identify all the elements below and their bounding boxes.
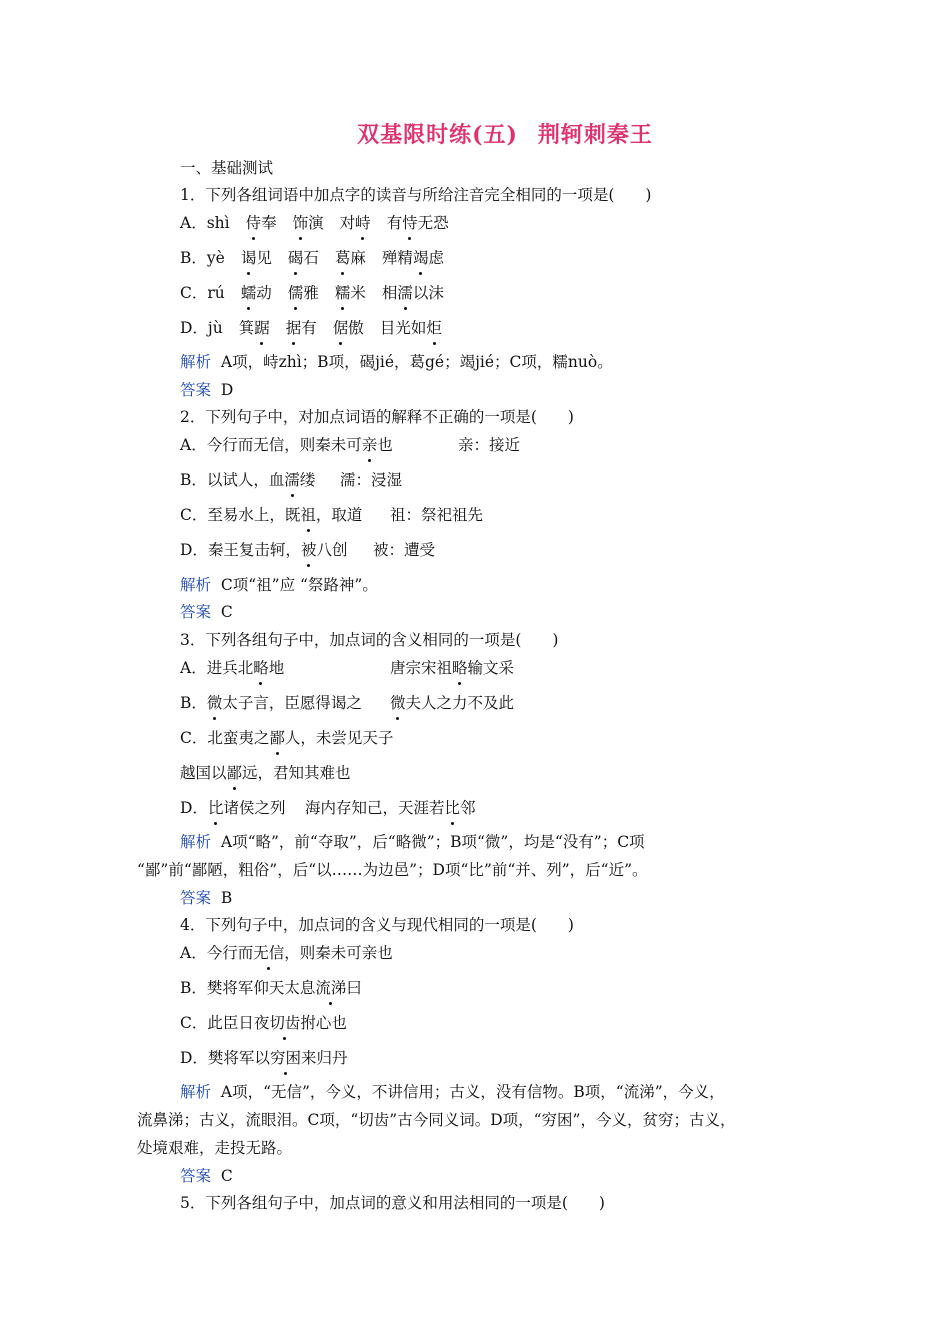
text-fragment: 地: [268, 659, 285, 677]
emphasis-dotted-char: 儒: [287, 284, 304, 302]
emphasis-dotted-char: 微: [206, 694, 223, 712]
text-fragment: A．今行而: [180, 944, 254, 962]
q2-option-a: [180, 435, 521, 455]
emphasis-dotted-char: 祖: [300, 506, 316, 524]
emphasis-dotted-char: 比: [444, 799, 461, 817]
text-fragment: 对: [339, 214, 356, 232]
answer-label: 答案: [180, 381, 212, 399]
question-4-stem: 4．下列句子中，加点词的含义与现代相同的一项是( ): [180, 916, 574, 934]
text-fragment: 麻: [350, 249, 366, 267]
text-fragment: 米: [350, 284, 366, 302]
text-fragment: D．秦王复击轲，: [180, 541, 301, 559]
text-fragment: C．至易水上，既: [180, 506, 301, 524]
emphasis-dotted-char: 倨: [332, 319, 349, 337]
emphasis-dotted-char: 侍: [245, 214, 262, 232]
word: [241, 284, 272, 302]
q1-option-c: [180, 283, 444, 303]
text-fragment: 也: [377, 436, 393, 454]
answer-label: 答案: [180, 1167, 212, 1185]
q2-analysis: [180, 575, 378, 595]
text-fragment: A项，“无信”，今义，不讲信用；古义，没有信物。B项，“流涕”，今义，: [220, 1083, 725, 1101]
emphasis-dotted-char: 蠕: [240, 284, 257, 302]
q2-answer: [180, 602, 233, 622]
q4-analysis-cont-1: 流鼻涕；古义，流眼泪。C项，“切齿”古今同义词。D项，“穷困”，今义，贫穷；古义，: [137, 1111, 736, 1129]
word: [288, 249, 319, 267]
text-fragment: D．: [180, 799, 208, 817]
page-title: [0, 118, 950, 149]
text-fragment: 有: [386, 214, 403, 232]
question-3-stem: 3．下列各组句子中，加点词的含义相同的一项是( ): [180, 631, 559, 649]
text-fragment: C: [220, 603, 233, 621]
text-fragment: 被：遭受: [373, 541, 436, 559]
emphasis-dotted-char: 亲: [361, 436, 378, 454]
text-fragment: 有: [301, 319, 317, 337]
q3-option-c-second: [180, 763, 351, 783]
text-fragment: C．北蛮夷之: [180, 729, 270, 747]
text-fragment: 唐宗宋祖: [390, 659, 453, 677]
emphasis-dotted-char: 恃: [402, 214, 418, 232]
q4-option-d: [180, 1048, 347, 1068]
text-fragment: A．shì: [180, 214, 230, 232]
q1-option-b: [180, 248, 444, 268]
text-fragment: 动: [256, 284, 272, 302]
text-fragment: A．进兵北: [180, 659, 254, 677]
question-1-stem: 1．下列各组词语中加点字的读音与所给注音完全相同的一项是( ): [180, 186, 652, 204]
text-fragment: 见: [256, 249, 272, 267]
text-fragment: 输文采: [467, 659, 515, 677]
text-fragment: 殚精: [381, 249, 413, 267]
text-fragment: 虑: [428, 249, 444, 267]
analysis-label: 解析: [180, 353, 212, 371]
word: [382, 249, 444, 267]
text-fragment: 诸侯之列: [223, 799, 286, 817]
answer-label: 答案: [180, 603, 212, 621]
question-5-stem: 5．下列各组句子中，加点词的意义和用法相同的一项是( ): [180, 1194, 605, 1212]
q4-option-b: [180, 978, 362, 998]
word: [286, 319, 317, 337]
text-fragment: B．以试人，血: [180, 471, 285, 489]
emphasis-dotted-char: 踞: [254, 319, 270, 337]
text-fragment: ，取道: [315, 506, 363, 524]
q4-answer: [180, 1166, 233, 1186]
text-fragment: 祖：祭祀祖先: [390, 506, 484, 524]
text-fragment: 目光如: [379, 319, 427, 337]
text-fragment: D: [220, 381, 234, 399]
text-fragment: C项“祖”应 “祭路神”。: [220, 576, 378, 594]
text-fragment: 以沫: [412, 284, 444, 302]
text-fragment: A项“略”，前“夺取”，后“略微”；B项“微”，均是“没有”；C项: [220, 833, 645, 851]
text-fragment: A．今行而无信，则秦未可: [180, 436, 362, 454]
word: [333, 319, 364, 337]
text-fragment: 相: [381, 284, 398, 302]
text-fragment: 奉: [261, 214, 277, 232]
text-fragment: ，则秦未可亲也: [284, 944, 393, 962]
text-fragment: 缕: [299, 471, 316, 489]
word: [335, 249, 366, 267]
emphasis-dotted-char: 据: [285, 319, 302, 337]
emphasis-dotted-char: 切齿: [269, 1014, 301, 1032]
text-fragment: 来归丹: [300, 1049, 348, 1067]
word: [382, 284, 444, 302]
text-fragment: 海内存知己，天涯若: [305, 799, 445, 817]
emphasis-dotted-char: 鄙: [269, 729, 285, 747]
text-fragment: 亲：接近: [458, 436, 521, 454]
q3-answer: [180, 888, 232, 908]
text-fragment: 曰: [346, 979, 362, 997]
text-fragment: 越国以: [180, 764, 227, 782]
text-fragment: 演: [308, 214, 324, 232]
text-fragment: C．rú: [180, 284, 225, 302]
text-fragment: 夫人之力不及此: [405, 694, 515, 712]
text-fragment: B．: [180, 694, 207, 712]
text-fragment: 无恐: [417, 214, 449, 232]
q4-analysis: [180, 1082, 725, 1102]
text-fragment: 石: [303, 249, 319, 267]
emphasis-dotted-char: 略: [253, 659, 269, 677]
q3-option-a: [180, 658, 515, 678]
emphasis-dotted-char: 谒: [240, 249, 257, 267]
text-fragment: 八创: [316, 541, 348, 559]
q4-analysis-cont-2: 处境艰难，走投无路。: [137, 1139, 293, 1157]
emphasis-dotted-char: 流涕: [315, 979, 347, 997]
emphasis-dotted-char: 碣: [287, 249, 304, 267]
text-fragment: D．jù: [180, 319, 223, 337]
word: [293, 214, 324, 232]
answer-label: 答案: [180, 889, 212, 907]
emphasis-dotted-char: 竭: [412, 249, 429, 267]
title-part: 双基限时练(五): [357, 122, 518, 148]
text-fragment: D．樊将军以: [180, 1049, 270, 1067]
word: [340, 214, 371, 232]
analysis-label: 解析: [180, 833, 212, 851]
emphasis-dotted-char: 濡: [397, 284, 413, 302]
question-2-stem: 2．下列句子中，对加点词语的解释不正确的一项是( ): [180, 408, 574, 426]
section-heading: 一、基础测试: [180, 159, 274, 177]
text-fragment: 人，未尝见天子: [284, 729, 394, 747]
q3-option-c: [180, 728, 393, 748]
q3-option-d: [180, 798, 476, 818]
q1-option-a: [180, 213, 449, 233]
emphasis-dotted-char: 被: [300, 541, 317, 559]
word: [241, 249, 272, 267]
text-fragment: B．yè: [180, 249, 225, 267]
q3-analysis: [180, 832, 645, 852]
text-fragment: C．此臣日夜: [180, 1014, 270, 1032]
word: [387, 214, 449, 232]
title-subject: 荆轲刺秦王: [537, 122, 653, 148]
word: [380, 319, 442, 337]
word: [246, 214, 277, 232]
word: [335, 284, 366, 302]
analysis-label: 解析: [180, 1083, 212, 1101]
text-fragment: 濡：浸湿: [340, 471, 403, 489]
text-fragment: 太子言，臣愿得谒之: [222, 694, 362, 712]
emphasis-dotted-char: 炬: [426, 319, 442, 337]
analysis-label: 解析: [180, 576, 212, 594]
q2-option-c: [180, 505, 484, 525]
text-fragment: B．樊将军仰天太息: [180, 979, 316, 997]
word: [288, 284, 319, 302]
emphasis-dotted-char: 微: [390, 694, 406, 712]
text-fragment: 邻: [460, 799, 476, 817]
emphasis-dotted-char: 葛: [334, 249, 351, 267]
emphasis-dotted-char: 略: [452, 659, 468, 677]
text-fragment: 拊心也: [300, 1014, 347, 1032]
q1-analysis: [180, 352, 613, 372]
q2-option-d: [180, 540, 436, 560]
emphasis-dotted-char: 穷困: [269, 1049, 301, 1067]
q2-option-b: [180, 470, 403, 490]
q4-option-a: [180, 943, 393, 963]
text-fragment: A项，峙zhì；B项，碣jié，葛gé；竭jié；C项，糯nuò。: [220, 353, 613, 371]
word: [239, 319, 270, 337]
emphasis-dotted-char: 鄙: [226, 764, 243, 782]
text-fragment: C: [220, 1167, 233, 1185]
q1-answer: [180, 380, 233, 400]
text-fragment: 傲: [348, 319, 364, 337]
emphasis-dotted-char: 饰: [292, 214, 309, 232]
q4-option-c: [180, 1013, 347, 1033]
text-fragment: 雅: [303, 284, 319, 302]
emphasis-dotted-char: 峙: [355, 214, 371, 232]
q3-analysis-cont: “鄙”前“鄙陋，粗俗”，后“以……为边邑”；D项“比”前“并、列”，后“近”。: [137, 861, 648, 879]
q3-option-b: [180, 693, 515, 713]
text-fragment: 箕: [238, 319, 255, 337]
emphasis-dotted-char: 濡: [284, 471, 300, 489]
q1-option-d: [180, 318, 442, 338]
text-fragment: B: [220, 889, 233, 907]
text-fragment: 远，君知其难也: [242, 764, 351, 782]
emphasis-dotted-char: 无信: [253, 944, 285, 962]
emphasis-dotted-char: 比: [207, 799, 224, 817]
emphasis-dotted-char: 糯: [334, 284, 351, 302]
